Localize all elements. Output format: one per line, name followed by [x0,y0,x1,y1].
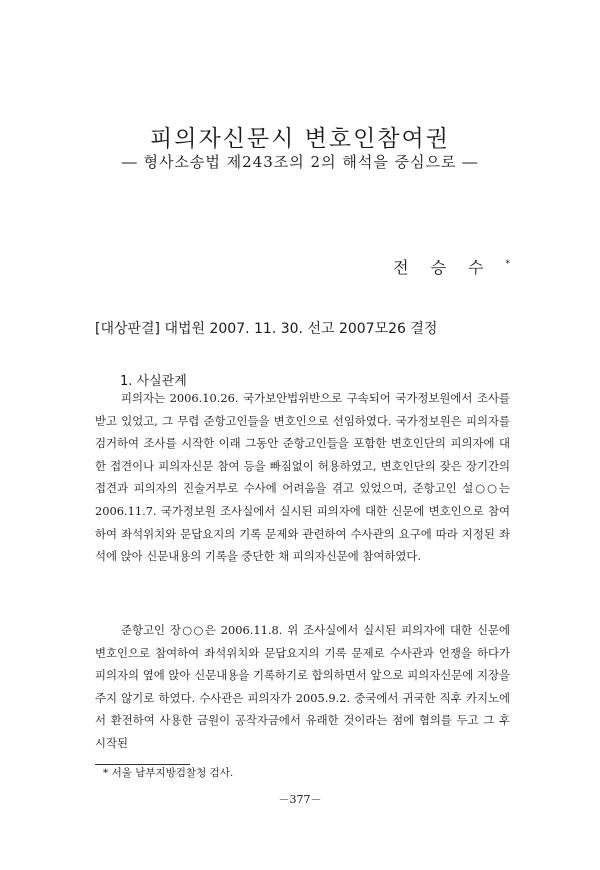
body-text [95,387,510,568]
author-footnote-marker: * [505,259,510,270]
section-heading: 1. 사실관계 [120,374,187,389]
case-heading: [대상판결] 대법원 2007. 11. 30. 선고 2007모26 결정 [95,321,438,337]
author-line [393,255,510,278]
author-name: 전승수 [393,258,506,277]
paper-subtitle: ― 형사소송법 제243조의 2의 해석을 중심으로 ― [121,153,479,171]
paper-title: 피의자신문시 변호인참여권 [150,126,450,152]
page-number: －377－ [278,793,322,806]
paragraph: 준항고인 장○○은 2006.11.8. 위 조사실에서 실시된 피의자에 대한 신문에 변호인으로 참여하여 좌석위치와 문답요지의 기록 문제로 수사관과 언쟁을 하다가 피의자의 옆에 앉아 신문내용을 기록하기로 합의하면서 앞으로 피의자신문에 지장을 주지 않기로 하였다. 수사관은 피의자가 2005.9.2. 중국에서 귀국한 직후 카지노에서 환전하여 사용한 금원이 공작자금에서 유래한 것이라는 점에 혐의를 두고 그 후 시작된 [95,623,510,750]
footnote: * 서울 남부지방검찰청 검사. [103,767,234,779]
paragraph: 피의자는 2006.10.26. 국가보안법위반으로 구속되어 국가정보원에서 조사를 받고 있었고, 그 무렵 준항고인들을 변호인으로 선임하였다. 국가정보원은 피의자를 검거하여 조사를 시작한 이래 그동안 준항고인들을 포함한 변호인단의 피의자에 대한 접견이나 피의자신문 참여 등을 빠짐없이 허용하였고, 변호인단의 잦은 장기간의 접견과 피의자의 진술거부로 수사에 어려움을 겪고 있었으며, 준항고인 설○○는 2006.11.7. 국가정보원 조사실에서 실시된 피의자에 대한 신문에 변호인으로 참여하여 좌석위치와 문답요지의 기록 문제와 관련하여 수사관의 요구에 따라 지정된 좌석에 앉아 신문내용의 기록을 중단한 채 피의자신문에 참여하였다. [95,391,510,564]
body-text [95,619,510,755]
